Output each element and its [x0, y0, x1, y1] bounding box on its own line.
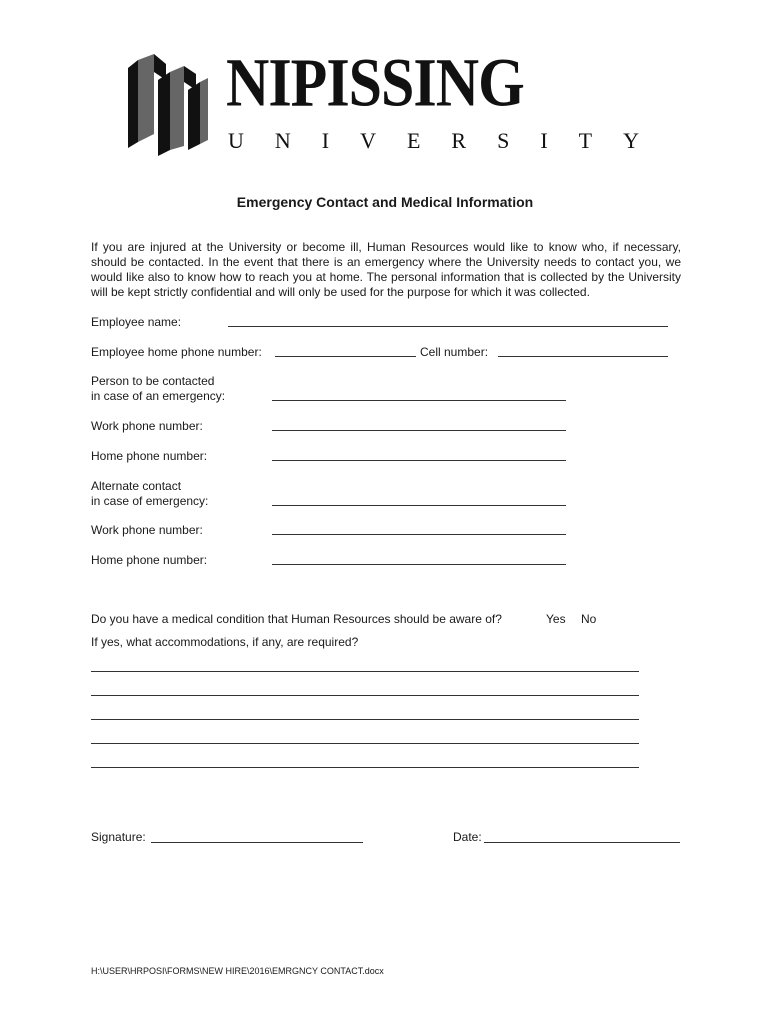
work-phone-label-1: Work phone number:	[91, 419, 203, 433]
logo-subtitle: UNIVERSITY	[228, 128, 670, 153]
home-phone-label: Employee home phone number:	[91, 345, 262, 359]
signature-field[interactable]	[151, 842, 363, 843]
employee-name-label: Employee name:	[91, 315, 182, 329]
accommodations-line-4[interactable]	[91, 743, 639, 744]
accommodations-line-2[interactable]	[91, 695, 639, 696]
alt-contact-label-line2: in case of emergency:	[91, 494, 209, 508]
work-phone-field-2[interactable]	[272, 534, 566, 535]
signature-label: Signature:	[91, 830, 146, 844]
contact-label-line1: Person to be contacted	[91, 374, 215, 388]
home-phone-field-2[interactable]	[272, 564, 566, 565]
accommodations-line-5[interactable]	[91, 767, 639, 768]
home-phone-label-2: Home phone number:	[91, 553, 208, 567]
intro-paragraph: If you are injured at the University or become ill, Human Resources would like to know who, if necessary, should be contacted. In the event that there is an emergency where the University needs to contact you, we would like also to know how to reach you at home. The personal information that is collected by the University will be kept strictly confidential and will only be used for the purpose for which it was collected.	[91, 240, 681, 299]
accommodations-line-3[interactable]	[91, 719, 639, 720]
accommodations-question: If yes, what accommodations, if any, are required?	[91, 635, 359, 649]
home-phone-label-1: Home phone number:	[91, 449, 208, 463]
cell-number-label: Cell number:	[420, 345, 489, 359]
home-phone-field-1[interactable]	[272, 460, 566, 461]
cell-number-field[interactable]	[498, 356, 668, 357]
medical-no-option[interactable]: No	[581, 612, 597, 626]
home-phone-field[interactable]	[275, 356, 416, 357]
file-path-footer: H:\USER\HRPOSI\FORMS\NEW HIRE\2016\EMRGNCY CONTACT.docx	[91, 966, 384, 976]
work-phone-field-1[interactable]	[272, 430, 566, 431]
date-field[interactable]	[484, 842, 680, 843]
employee-name-field[interactable]	[228, 326, 668, 327]
alternate-contact-field[interactable]	[272, 505, 566, 506]
alt-contact-label-line1: Alternate contact	[91, 479, 182, 493]
logo-wordmark: NIPISSING	[226, 44, 524, 121]
contact-label-line2: in case of an emergency:	[91, 389, 226, 403]
emergency-contact-field[interactable]	[272, 400, 566, 401]
work-phone-label-2: Work phone number:	[91, 523, 203, 537]
accommodations-line-1[interactable]	[91, 671, 639, 672]
date-label: Date:	[453, 830, 482, 844]
nipissing-logo-mark-icon	[124, 50, 210, 156]
university-logo	[124, 44, 670, 160]
medical-question: Do you have a medical condition that Human Resources should be aware of?	[91, 612, 502, 626]
medical-yes-option[interactable]: Yes	[546, 612, 566, 626]
form-title: Emergency Contact and Medical Information	[236, 194, 534, 210]
